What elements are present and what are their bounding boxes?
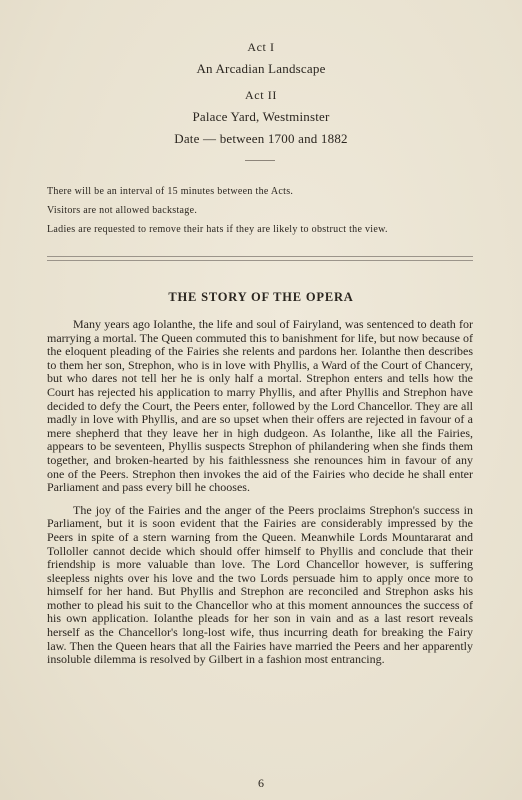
notice-interval: There will be an interval of 15 minutes between the Acts.: [47, 186, 294, 197]
short-divider: [245, 160, 275, 161]
acts-section: [0, 36, 522, 150]
act1-setting: An Arcadian Landscape: [196, 61, 326, 76]
act1-title: Act I: [247, 40, 275, 54]
notices-section: [47, 182, 487, 239]
story-body: [47, 318, 473, 676]
double-divider: [47, 256, 473, 261]
notice-hats: Ladies are requested to remove their hats if they are likely to obstruct the view.: [47, 224, 388, 235]
act2-title: Act II: [245, 88, 277, 102]
notice-backstage: Visitors are not allowed backstage.: [47, 205, 198, 216]
story-paragraph-1: Many years ago Iolanthe, the life and soul of Fairyland, was sentenced to death for marrying a mortal. The Queen commuted this to banishment for life, but now because of the eloquent pleading of the Fairies she relents and pardons her. Iolanthe then describes to them her son, Strephon, who is in love with Phyllis, a Ward of the Court of Chancery, but who dares not tell her he is only half a mortal. Strephon enters and tells how the Court has rejected his application to marry Phyllis, and after Phyllis and Strephon have decided to defy the Court, the Peers enter, followed by the Lord Chancellor. They are all madly in love with Phyllis, and are so upset when their offers are rejected in favour of a mere shepherd that they leave her in high dudgeon. As Iolanthe, like all the Fairies, appears to be seventeen, Phyllis suspects Strephon of philandering when she finds them together, and broken-hearted by his faithlessness she renounces him in favour of any one of the Peers. Strephon then invokes the aid of the Fairies who decide he shall enter Parliament and pass every bill he chooses.: [47, 317, 473, 495]
act2-setting: Palace Yard, Westminster: [192, 109, 330, 124]
story-paragraph-2: The joy of the Fairies and the anger of the Peers proclaims Strephon's success in Parliament, but it is soon evident that the Fairies are considerably impressed by the Peers in spite of a stern warning from the Queen. Meanwhile Lords Mountararat and Tolloller cannot decide which should offer himself to Phyllis and conclude that their friendship is more valuable than love. The Lord Chancellor however, is suffering sleepless nights over his love and the two Lords persuade him to apply once more to himself for her hand. But Phyllis and Strephon are reconciled and Strephon asks his mother to plead his suit to the Chancellor who at this moment announces the success of his own application. Iolanthe pleads for her son in vain and as a last resort reveals herself as the Chancellor's long-lost wife, thus incurring death for breaking the Fairy law. Then the Queen hears that all the Fairies have married the Peers and her apparently insoluble dilemma is resolved by Gilbert in a fashion most entrancing.: [47, 502, 473, 667]
date-range: Date — between 1700 and 1882: [174, 131, 348, 146]
story-title: THE STORY OF THE OPERA: [168, 290, 354, 304]
page-number: 6: [258, 776, 264, 790]
